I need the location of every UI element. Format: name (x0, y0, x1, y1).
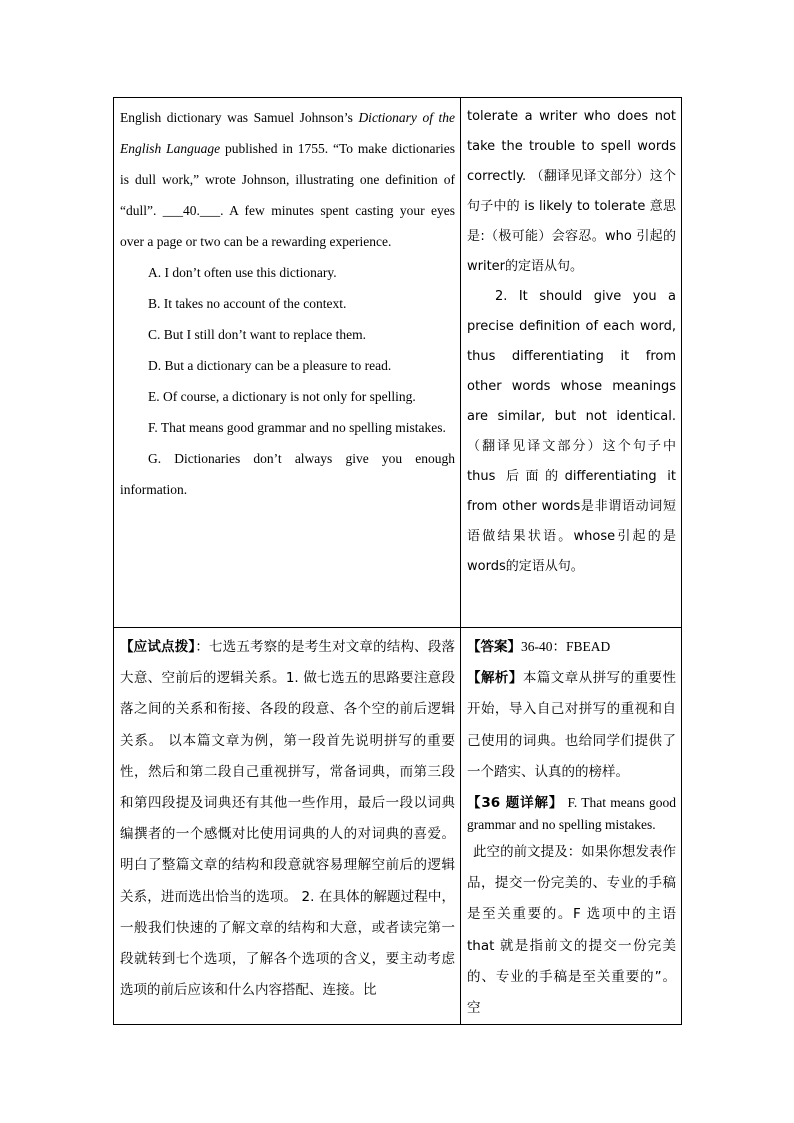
passage-cell (114, 98, 461, 628)
answer-cell (461, 628, 682, 1025)
table-row (114, 628, 682, 1025)
option-f: F. That means good grammar and no spelling mistakes. (148, 420, 446, 435)
answer-label: 【答案】 (467, 639, 521, 655)
tips-label: 【应试点拨】 (120, 639, 196, 655)
analysis-label: 【解析】 (467, 670, 523, 687)
option-a: A. I don’t often use this dictionary. (148, 265, 337, 280)
option-d: D. But a dictionary can be a pleasure to read. (148, 358, 392, 373)
option-b: B. It takes no account of the context. (148, 296, 347, 311)
book-title: Dictionary of the English Language (120, 110, 456, 156)
option-g: G. Dictionaries don’t always give you enough information. (120, 451, 455, 497)
analysis-paragraph: 【解析】本篇文章从拼写的重要性开始，导入自己对拼写的重视和自己使用的词典。也给同学们提供了一个踏实、认真的的榜样。 (467, 670, 677, 780)
answer-line (467, 631, 676, 663)
tips-cell (114, 628, 461, 1025)
q36-label: 【36 题详解】 (467, 795, 564, 812)
table-row (114, 98, 682, 628)
content-table (113, 97, 682, 1025)
passage-paragraph: English dictionary was Samuel Johnson’s Dictionary of the English Language published in 1755. “To make dictionaries is dull work,” wrote Johnson, illustrating one definition of “dull”. ___40.___. A few minutes spent casting your eyes over a page or two can be a rewarding experience. (120, 110, 456, 249)
answer-value: 36-40：FBEAD (521, 639, 611, 654)
tips-paragraph: 【应试点拨】：七选五考察的是考生对文章的结构、段落大意、空前后的逻辑关系。1. 做七选五的思路要注意段落之间的关系和衔接、各段的段意、各个空的前后逻辑关系。 以本篇文章为例，第一段首先说明拼写的重要性，然后和第二段自己重视拼写，常备词典，而第三段和第四段提及词典还有其他一些作用，最后一段以词典编撰者的一个感慨对比使用词典的人的对词典的喜爱。明白了整篇文章的结构和段意就容易理解空前后的逻辑关系，进而选出恰当的选项。 2. 在具体的解题过程中，一般我们快速的了解文章的结构和大意，或者读完第一段就转到七个选项，了解各个选项的含义，要主动考虑选项的前后应该和什么内容搭配、连接。比 (120, 639, 455, 999)
note-paragraph-1: tolerate a writer who does not take the trouble to spell words correctly. （翻译见译文部分）这个句子中的 is likely to tolerate 意思是:（极可能）会容忍。who 引起的writer的定语从句。 (467, 109, 676, 274)
option-e: E. Of course, a dictionary is not only for spelling. (148, 389, 416, 404)
notes-cell (461, 98, 682, 628)
note-paragraph-2: 2. It should give you a precise definition of each word, thus differentiating it from other words whose meanings are similar, but not identical. （翻译见译文部分）这个句子中thus 后面的differentiating it from other words是非谓语动词短语做结果状语。whose引起的是words的定语从句。 (467, 289, 676, 574)
q36-detail: 【36 题详解】 F. That means good grammar and no spelling mistakes. (467, 795, 676, 833)
q36-explanation: 此空的前文提及：如果你想发表作品，提交一份完美的、专业的手稿是至关重要的。F 选项中的主语 that 就是指前文的提交一份完美的、专业的手稿是至关重要的”。空 (467, 844, 676, 1017)
option-c: C. But I still don’t want to replace them. (148, 327, 366, 342)
